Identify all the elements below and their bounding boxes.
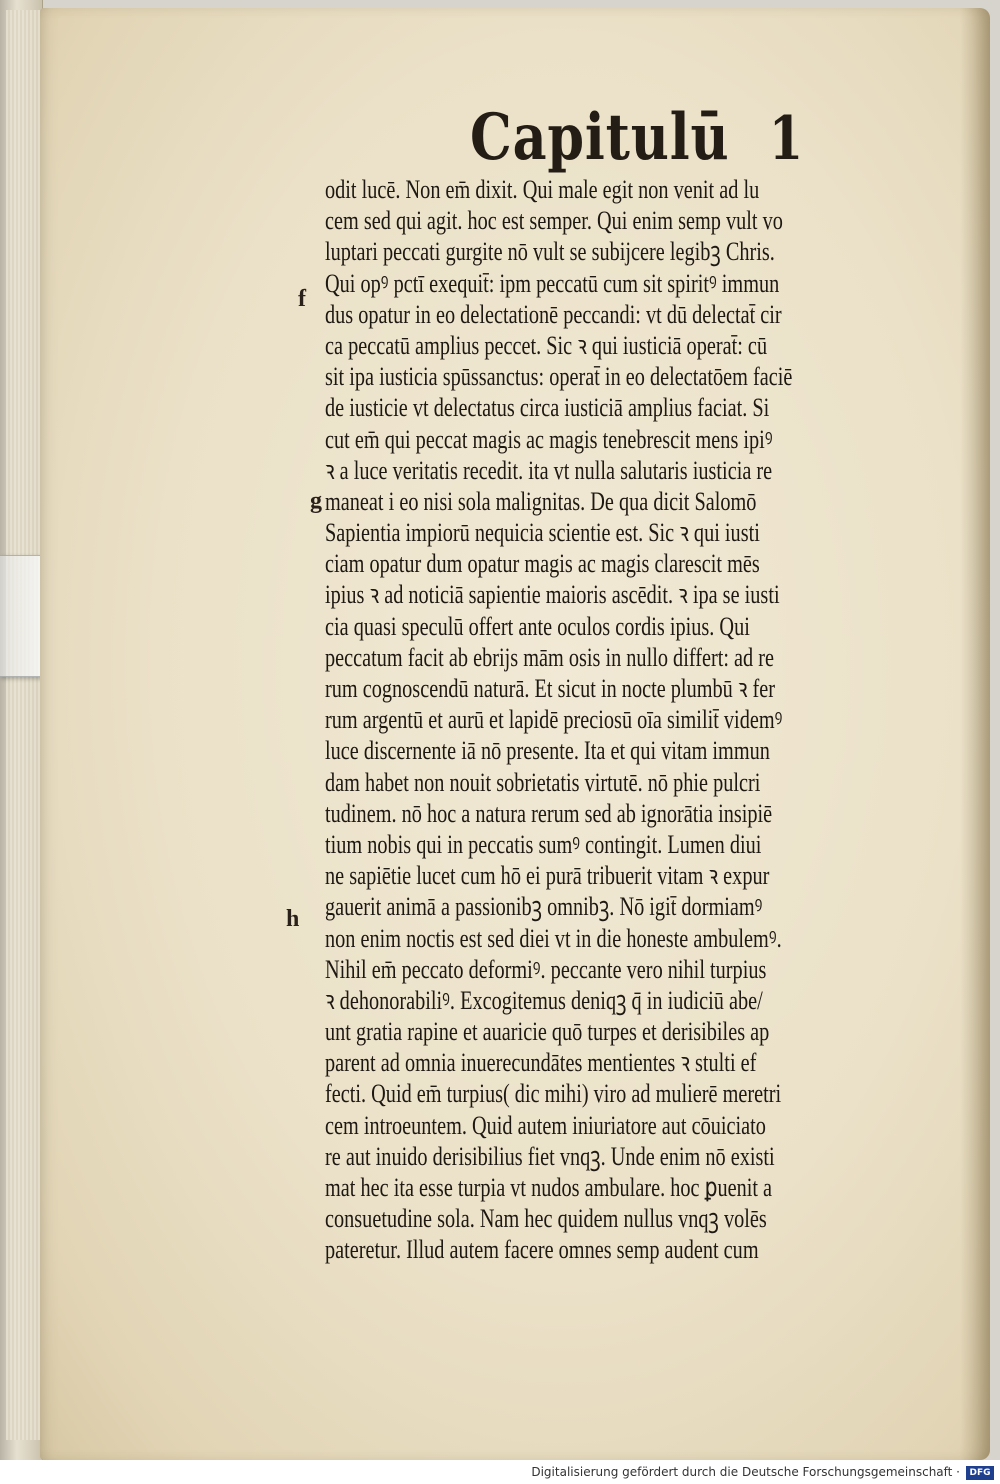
chapter-heading [470, 100, 804, 175]
text-line: non enim noctis est sed diei vt in die honeste ambulemꝰ. [325, 923, 782, 953]
text-line: sit ipa iusticia spūssanctus: operat̄ in eo delectatōem faciē [325, 362, 793, 392]
chapter-heading-word: Capitulū [470, 100, 730, 175]
text-line: consuetudine sola. Nam hec quidem nullus vnqꝫ volēs [325, 1204, 767, 1234]
marginal-letter-f: f [298, 286, 306, 312]
text-line: tium nobis qui in peccatis sumꝰ contingit. Lumen diui [325, 829, 762, 859]
page-stack [6, 10, 40, 1440]
text-line: tudinem. nō hoc a natura rerum sed ab ignorātia insipiē [325, 798, 773, 828]
text-line: ipius ꝛ ad noticiā sapientie maioris ascēdit. ꝛ ipa se iusti [325, 580, 780, 610]
marginal-letter-h: h [286, 906, 300, 932]
dfg-logo-icon: DFG [966, 1466, 994, 1480]
book-edge [0, 0, 43, 1460]
text-line: ne sapiētie lucet cum hō ei purā tribuerit vitam ꝛ expur [325, 861, 770, 891]
marginal-letter-g: g [310, 488, 322, 514]
book-page [40, 8, 990, 1460]
text-line: gauerit animā a passionibꝫ omnibꝫ. Nō igit̄ dormiamꝰ [325, 892, 763, 922]
text-line: fecti. Quid em̄ turpius( dic mihi) viro ad mulierē meretri [325, 1079, 782, 1109]
text-line: ca peccatū amplius peccet. Sic ꝛ qui iusticiā operat̄: cū [325, 330, 768, 360]
text-line: cia quasi speculū offert ante oculos cordis ipius. Qui [325, 611, 750, 641]
text-line: rum argentū et aurū et lapidē preciosū oīa similit̄ videmꝰ [325, 705, 783, 735]
text-line: Sapientia impiorū nequicia scientie est. Sic ꝛ qui iusti [325, 518, 760, 548]
text-line: parent ad omnia inuerecundātes mentientes ꝛ stulti ef [325, 1048, 757, 1078]
text-line: cem sed qui agit. hoc est semper. Qui enim semp vult vo [325, 206, 783, 236]
text-line: luce discernente iā nō presente. Ita et qui vitam immun [325, 736, 770, 766]
text-line: mat hec ita esse turpia vt nudos ambulare. hoc ꝑuenit a [325, 1173, 773, 1202]
text-line: luptari peccati gurgite nō vult se subijcere legibꝫ Chris. [325, 237, 775, 267]
chapter-number: 1 [768, 104, 804, 174]
text-line: odit lucē. Non em̄ dixit. Qui male egit non venit ad lu [325, 175, 760, 204]
text-line: dus opatur in eo delectationē peccandi: vt dū delectat̄ cir [325, 299, 782, 329]
text-line: ꝛ dehonorabiliꝰ. Excogitemus deniqꝫ q̄ in iudiciū abe/ [325, 985, 763, 1015]
text-line: cut em̄ qui peccat magis ac magis tenebrescit mens ipiꝰ [325, 424, 773, 454]
text-line: Qui opꝰ pctī exequit̄: ipm peccatū cum sit spiritꝰ immun [325, 268, 780, 298]
text-line: re aut inuido derisibilius fiet vnqꝫ. Unde enim nō existi [325, 1141, 775, 1171]
funding-credit: Digitalisierung gefördert durch die Deutsche Forschungsgemeinschaft · [531, 1465, 960, 1479]
text-line: de iusticie vt delectatus circa iusticiā amplius faciat. Si [325, 393, 770, 423]
text-line: peccatum facit ab ebrijs mām osis in nullo differt: ad re [325, 642, 775, 672]
text-line: Nihil em̄ peccato deformiꝰ. peccante vero nihil turpius [325, 954, 767, 984]
text-line: pateretur. Illud autem facere omnes semp audent cum [325, 1235, 759, 1265]
text-line: unt gratia rapine et auaricie quō turpes et derisibiles ap [325, 1017, 770, 1047]
text-line: dam habet non nouit sobrietatis virtutē. nō phie pulcri [325, 767, 761, 797]
text-line: ꝛ a luce veritatis recedit. ita vt nulla salutaris iusticia re [325, 455, 773, 485]
text-line: cem introeuntem. Quid autem iniuriatore aut cōuiciato [325, 1110, 766, 1140]
text-line: ciam opatur dum opatur magis ac magis clarescit mēs [325, 549, 760, 579]
page-gutter-shadow [960, 8, 990, 1460]
text-line: maneat i eo nisi sola malignitas. De qua dicit Salomō [325, 486, 757, 516]
text-line: rum cognoscendū naturā. Et sicut in nocte plumbū ꝛ fer [325, 674, 776, 703]
body-text [325, 174, 945, 1266]
footer-bar [0, 1460, 1000, 1484]
